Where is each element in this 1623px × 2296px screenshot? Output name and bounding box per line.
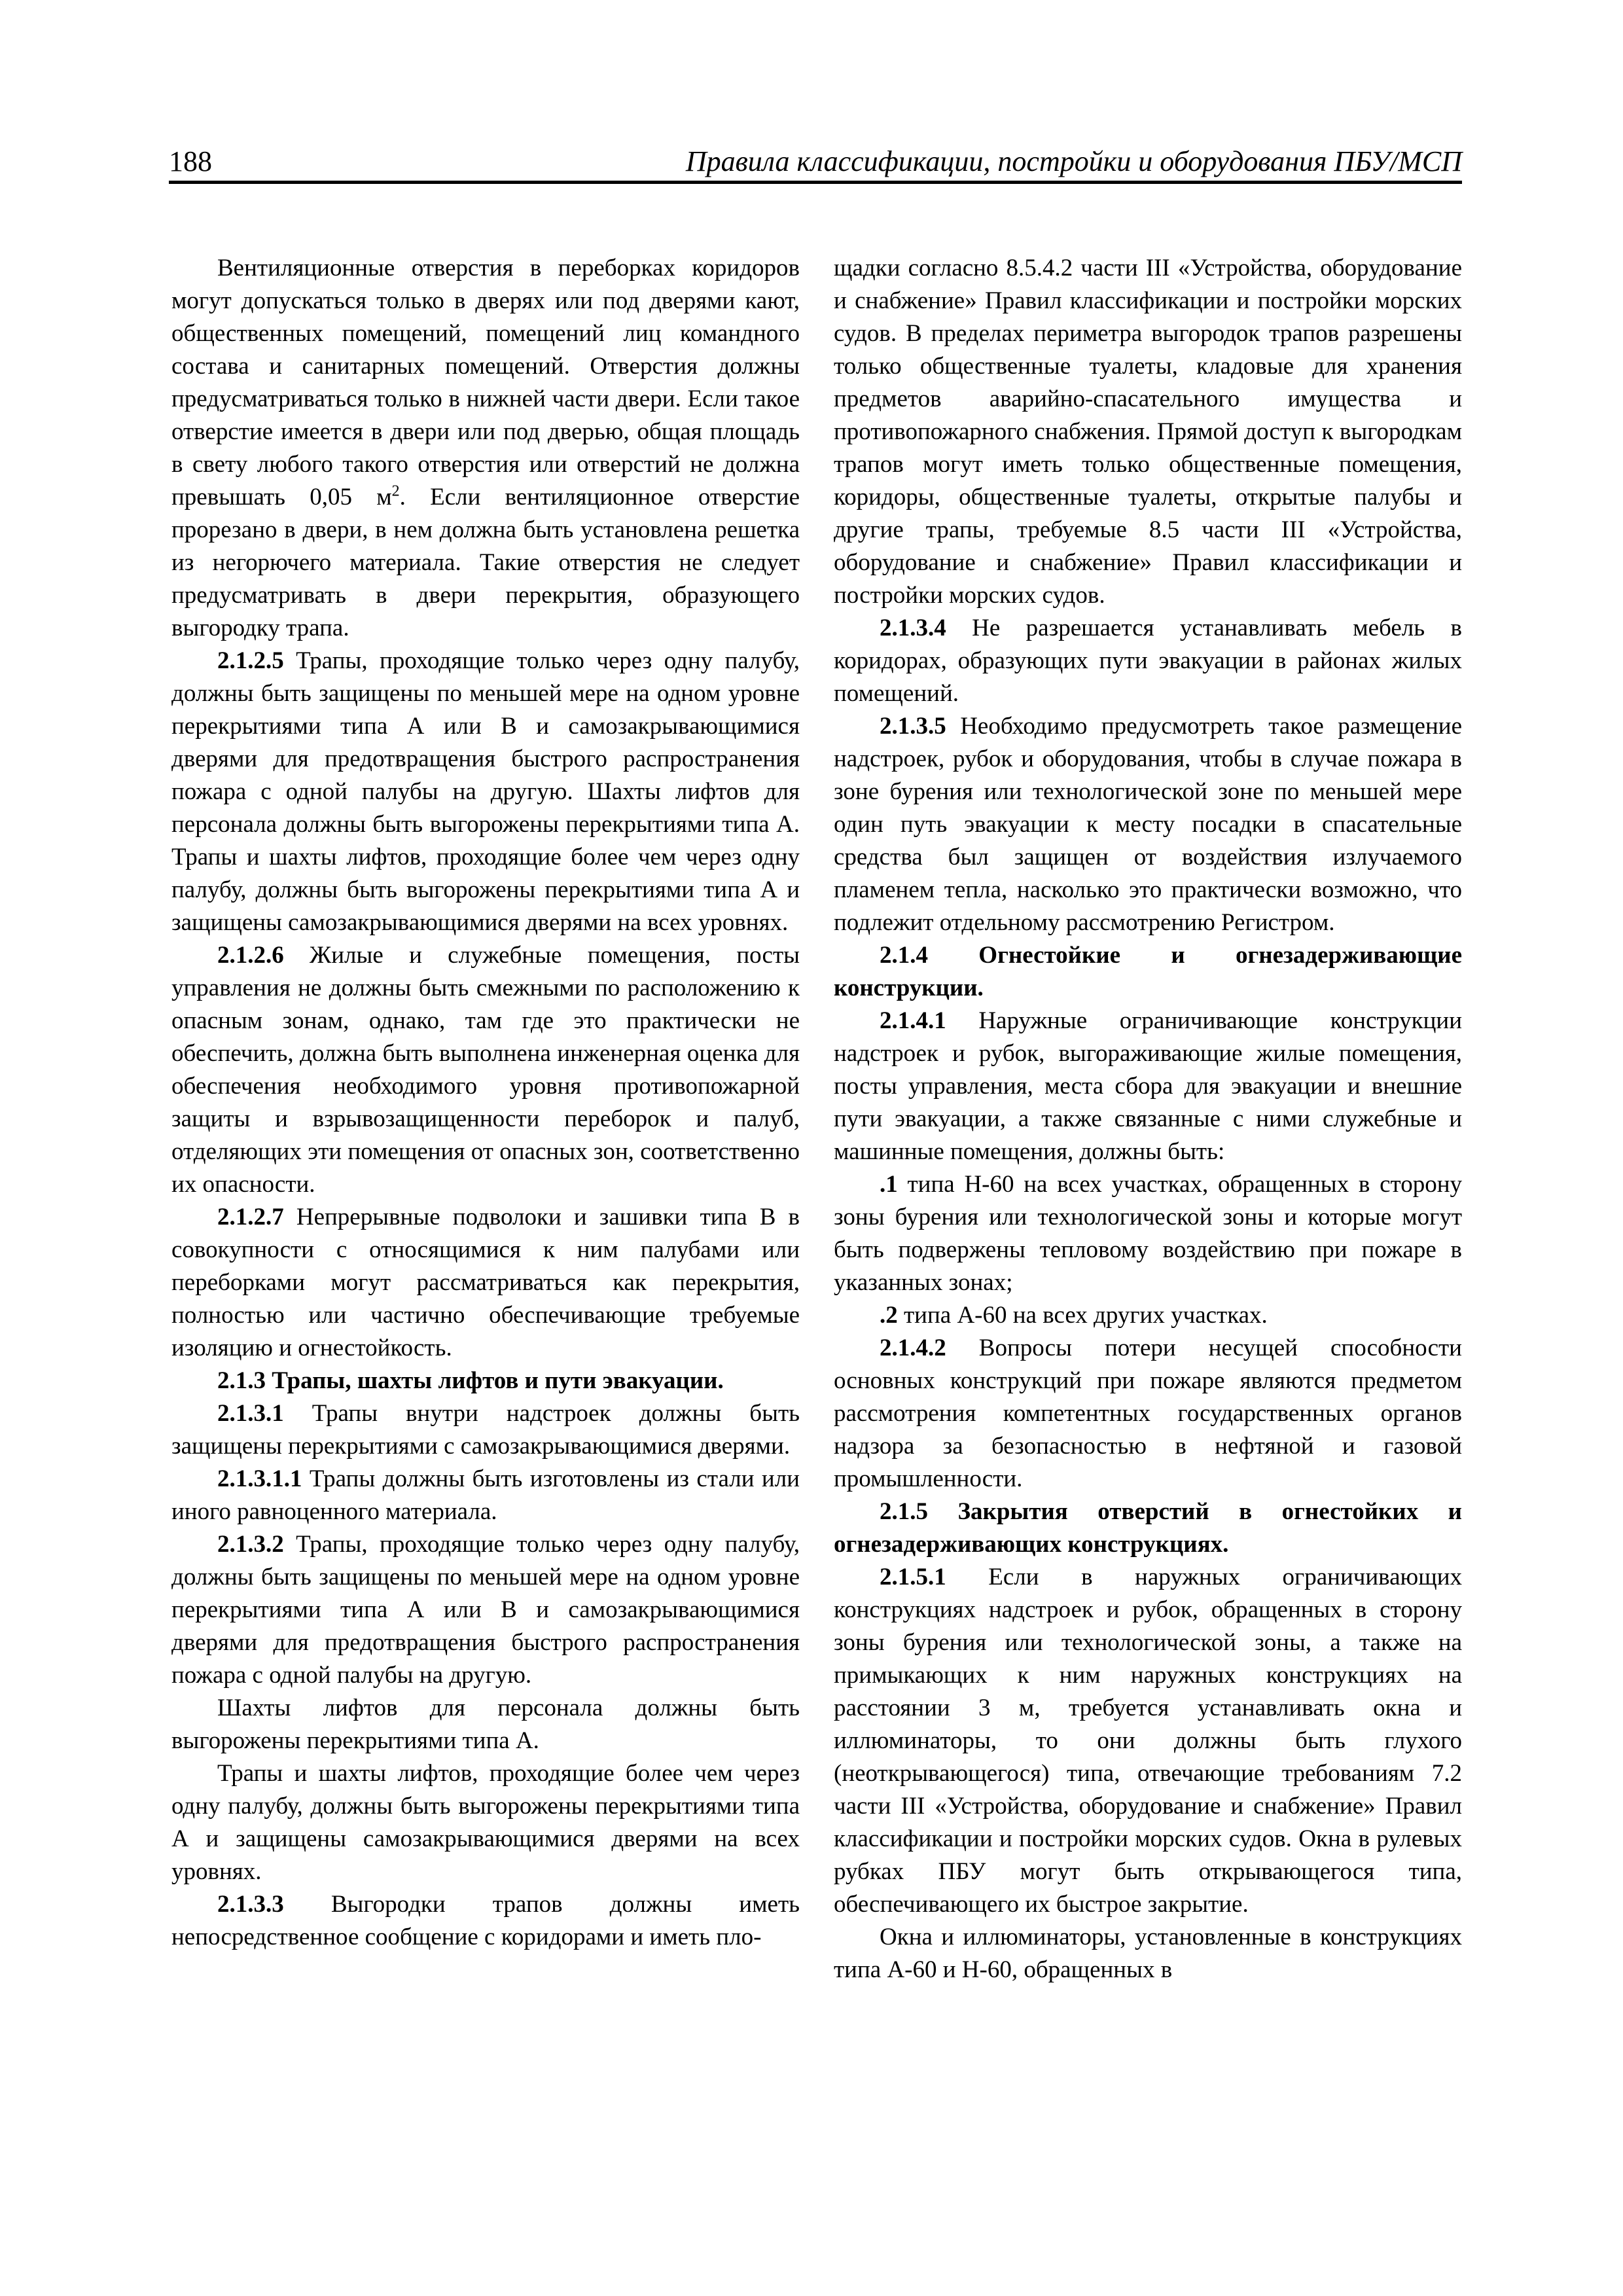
right-column bbox=[834, 252, 1462, 1986]
clause-2-1-3-1: 2.1.3.1 Трапы внутри надстроек должны быть защищены перекрытиями с самозакрывающимися дверями. bbox=[171, 1400, 800, 1460]
clause-number: 2.1.4.1 bbox=[880, 1007, 946, 1034]
paragraph: Шахты лифтов для персонала должны быть выгорожены перекрытиями типа А. bbox=[171, 1695, 800, 1754]
clause-number: 2.1.3.3 bbox=[217, 1891, 284, 1918]
clause-number: 2.1.5.1 bbox=[880, 1564, 946, 1590]
paragraph: Трапы и шахты лифтов, проходящие более чем через одну палубу, должны быть выгорожены перекрытиями типа А и защищены самозакрывающимися дверями на всех уровнях. bbox=[171, 1760, 800, 1885]
list-item-2: .2 типа А-60 на всех других участках. bbox=[880, 1302, 1268, 1329]
clause-2-1-2-6: 2.1.2.6 Жилые и служебные помещения, посты управления не должны быть смежными по расположению к опасным зонам, однако, там где это практически не обеспечить, должна быть выполнена инженерная оценка для обеспечения необходимого уровня противопожарной защиты и взрывозащищенности переборок и палуб, отделяющих эти помещения от опасных зон, соответственно их опасности. bbox=[171, 942, 800, 1198]
clause-number: 2.1.3.1.1 bbox=[217, 1465, 302, 1492]
clause-number: 2.1.3.1 bbox=[217, 1400, 284, 1427]
left-column bbox=[171, 252, 800, 1954]
clause-2-1-2-7: 2.1.2.7 Непрерывные подволоки и зашивки типа В в совокупности с относящимися к ним палубами или переборками могут рассматриваться как перекрытия, полностью или частично обеспечивающие требуемые изоляцию и огнестойкость. bbox=[171, 1204, 800, 1361]
section-heading-2-1-4: 2.1.4 Огнестойкие и огнезадерживающие конструкции. bbox=[834, 942, 1462, 1001]
paragraph: щадки согласно 8.5.4.2 части III «Устройства, оборудование и снабжение» Правил классификации и постройки морских судов. В пределах периметра выгородок трапов разрешены только общественные туалеты, кладовые для хранения предметов аварийно-спасательного имущества и противопожарного снабжения. Прямой доступ к выгородкам трапов могут иметь только общественные помещения, коридоры, общественные туалеты, открытые палубы и другие трапы, требуемые 8.5 части III «Устройства, оборудование и снабжение» Правил классификации и постройки морских судов. bbox=[834, 255, 1462, 609]
list-number: .1 bbox=[880, 1171, 898, 1198]
clause-2-1-4-1: 2.1.4.1 Наружные ограничивающие конструкции надстроек и рубок, выгораживающие жилые помещения, посты управления, места сбора для эвакуации и внешние пути эвакуации, а также связанные с ними служебные и машинные помещения, должны быть: bbox=[834, 1007, 1462, 1165]
page-header bbox=[169, 143, 1462, 184]
page-number: 188 bbox=[169, 145, 212, 177]
clause-number: 2.1.3.5 bbox=[880, 713, 946, 740]
list-number: .2 bbox=[880, 1302, 898, 1329]
section-heading-2-1-3: 2.1.3 Трапы, шахты лифтов и пути эвакуации. bbox=[217, 1367, 724, 1394]
paragraph: Окна и иллюминаторы, установленные в конструкциях типа А-60 и Н-60, обращенных в bbox=[834, 1924, 1462, 1983]
clause-2-1-3-4: 2.1.3.4 Не разрешается устанавливать мебель в коридорах, образующих пути эвакуации в районах жилых помещений. bbox=[834, 615, 1462, 707]
clause-2-1-3-2: 2.1.3.2 Трапы, проходящие только через одну палубу, должны быть защищены по меньшей мере на одном уровне перекрытиями типа А или В и самозакрывающимися дверями для предотвращения быстрого распространения пожара с одной палубы на другую. bbox=[171, 1531, 800, 1689]
clause-number: 2.1.3.4 bbox=[880, 615, 946, 641]
clause-2-1-3-3: 2.1.3.3 Выгородки трапов должны иметь непосредственное сообщение с коридорами и иметь пло- bbox=[171, 1891, 800, 1950]
clause-number: 2.1.2.6 bbox=[217, 942, 284, 969]
clause-number: 2.1.3.2 bbox=[217, 1531, 284, 1558]
clause-2-1-4-2: 2.1.4.2 Вопросы потери несущей способности основных конструкций при пожаре являются предметом рассмотрения компетентных государственных органов надзора за безопасностью в нефтяной и газовой промышленности. bbox=[834, 1335, 1462, 1492]
clause-2-1-2-5: 2.1.2.5 Трапы, проходящие только через одну палубу, должны быть защищены по меньшей мере на одном уровне перекрытиями типа А или В и самозакрывающимися дверями для предотвращения быстрого распространения пожара с одной палубы на другую. Шахты лифтов для персонала должны быть выгорожены перекрытиями типа А. Трапы и шахты лифтов, проходящие более чем через одну палубу, должны быть выгорожены перекрытиями типа А и защищены самозакрывающимися дверями на всех уровнях. bbox=[171, 647, 800, 936]
running-title: Правила классификации, постройки и оборудования ПБУ/МСП bbox=[685, 145, 1462, 177]
clause-number: 2.1.2.7 bbox=[217, 1204, 284, 1230]
list-item-1: .1 типа Н-60 на всех участках, обращенных в сторону зоны бурения или технологической зоны и которые могут быть подвержены тепловому воздействию при пожаре в указанных зонах; bbox=[834, 1171, 1462, 1296]
section-heading-2-1-5: 2.1.5 Закрытия отверстий в огнестойких и огнезадерживающих конструкциях. bbox=[834, 1498, 1462, 1558]
clause-2-1-5-1: 2.1.5.1 Если в наружных ограничивающих конструкциях надстроек и рубок, обращенных в сторону зоны бурения или технологической зоны, а также на примыкающих к ним наружных конструкциях на расстоянии 3 м, требуется устанавливать окна и иллюминаторы, то они должны быть глухого (неоткрывающегося) типа, отвечающие требованиям 7.2 части III «Устройства, оборудование и снабжение» Правил классификации и постройки морских судов. Окна в рулевых рубках ПБУ могут быть открывающегося типа, обеспечивающего их быстрое закрытие. bbox=[834, 1564, 1462, 1918]
clause-2-1-3-5: 2.1.3.5 Необходимо предусмотреть такое размещение надстроек, рубок и оборудования, чтобы в случае пожара в зоне бурения или технологической зоне по меньшей мере один путь эвакуации к месту посадки в спасательные средства был защищен от воздействия излучаемого пламенем тепла, насколько это практически возможно, что подлежит отдельному рассмотрению Регистром. bbox=[834, 713, 1462, 936]
clause-number: 2.1.4.2 bbox=[880, 1335, 946, 1361]
clause-number: 2.1.2.5 bbox=[217, 647, 284, 674]
clause-2-1-3-1-1: 2.1.3.1.1 Трапы должны быть изготовлены из стали или иного равноценного материала. bbox=[171, 1465, 800, 1525]
paragraph: Вентиляционные отверстия в переборках коридоров могут допускаться только в дверях или под дверями кают, общественных помещений, помещений лиц командного состава и санитарных помещений. Отверстия должны предусматриваться только в нижней части двери. Если такое отверстие имеется в двери или под дверью, общая площадь в свету любого такого отверстия или отверстий не должна превышать 0,05 $м^2$. Если вентиляционное отверстие прорезано в двери, в нем должна быть установлена решетка из негорючего материала. Такие отверстия не следует предусматривать в двери перекрытия, образующего выгородку трапа. bbox=[171, 255, 800, 641]
